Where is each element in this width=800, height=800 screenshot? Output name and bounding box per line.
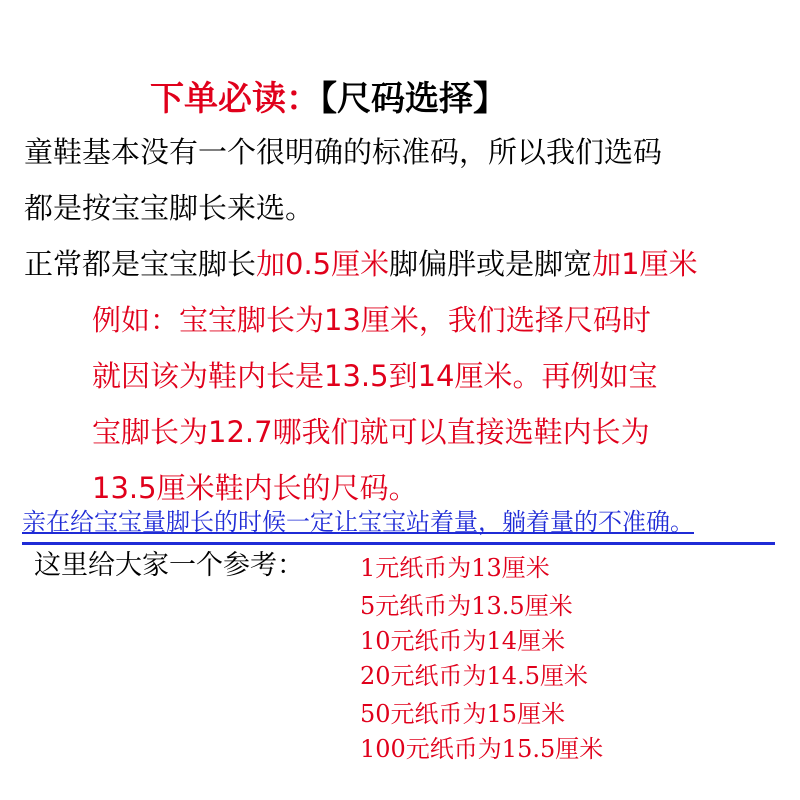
rule-part-1: 正常都是宝宝脚长 (24, 247, 257, 281)
rule-part-2: 加0.5厘米 (256, 247, 390, 281)
rule-part-4: 加1厘米 (592, 247, 698, 281)
reference-item: 50元纸币为15厘米 (360, 700, 566, 728)
intro-line-2: 都是按宝宝脚长来选。 (24, 191, 315, 225)
example-line-3: 宝脚长为12.7哪我们就可以直接选鞋内长为 (92, 415, 650, 449)
reference-item: 20元纸币为14.5厘米 (360, 662, 588, 690)
example-line-1: 例如：宝宝脚长为13厘米，我们选择尺码时 (92, 303, 651, 337)
rule-line (24, 247, 698, 281)
reference-item: 100元纸币为15.5厘米 (360, 735, 604, 763)
intro-line-1: 童鞋基本没有一个很明确的标准码，所以我们选码 (24, 135, 663, 169)
notice-divider (22, 542, 775, 545)
page-title (150, 79, 507, 119)
reference-item: 10元纸币为14厘米 (360, 627, 566, 655)
rule-part-3: 脚偏胖或是脚宽 (389, 247, 593, 281)
example-line-2: 就因该为鞋内长是13.5到14厘米。再例如宝 (92, 359, 658, 393)
title-bracket: 【尺码选择】 (320, 79, 507, 119)
measurement-notice: 亲在给宝宝量脚长的时候一定让宝宝站着量，躺着量的不准确。 (22, 508, 694, 536)
title-main: 下单必读： (150, 79, 320, 119)
example-line-4: 13.5厘米鞋内长的尺码。 (92, 471, 418, 505)
reference-label: 这里给大家一个参考： (34, 550, 304, 581)
reference-item: 1元纸币为13厘米 (360, 554, 550, 582)
reference-item: 5元纸币为13.5厘米 (360, 592, 573, 620)
